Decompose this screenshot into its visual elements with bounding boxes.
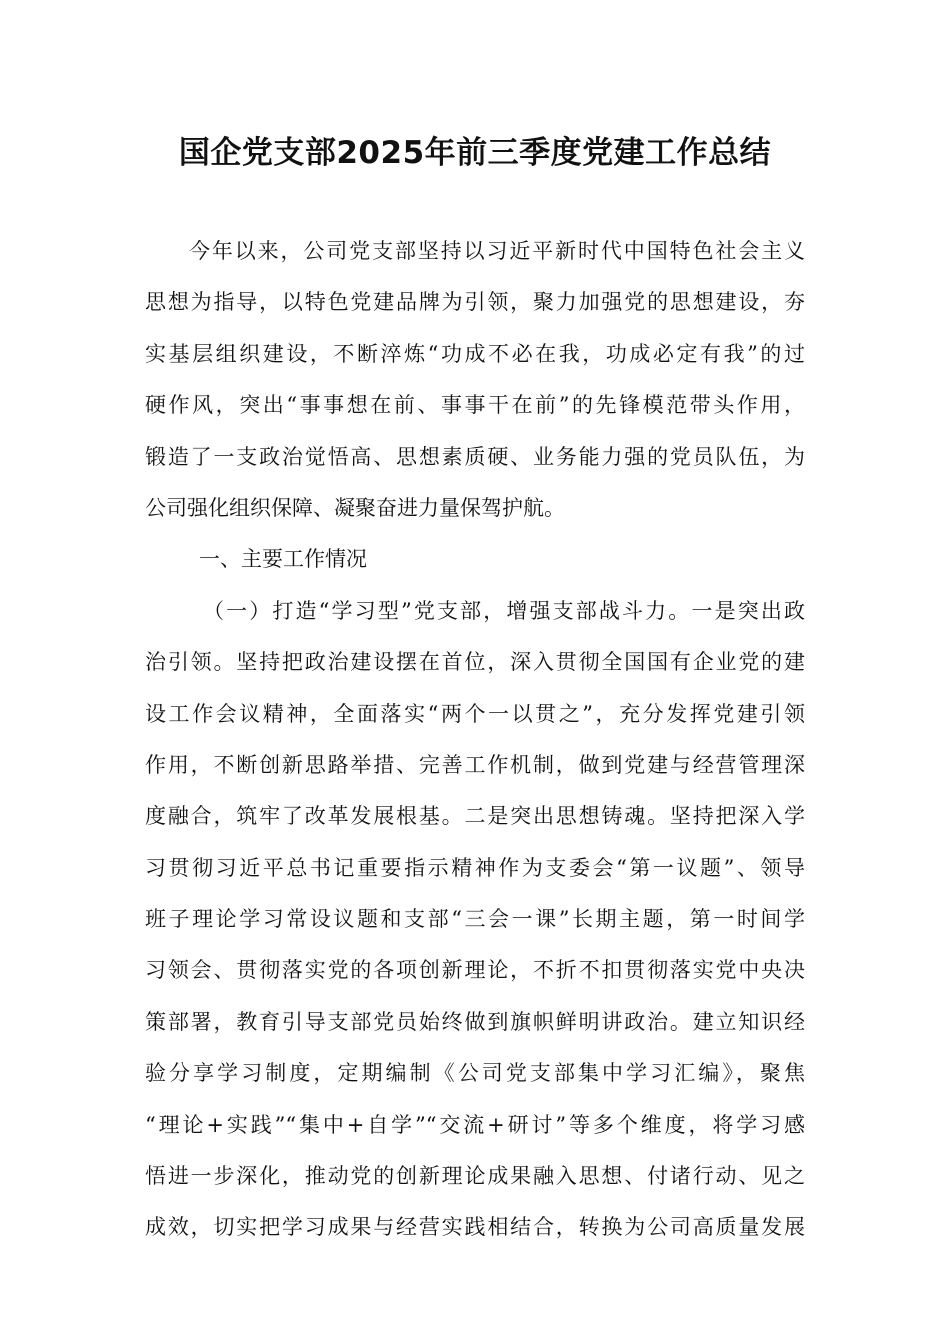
text-line: 班子理论学习常设议题和支部“三会一课”长期主题，第一时间学 <box>145 907 805 932</box>
text-line: 习贯彻习近平总书记重要指示精神作为支委会“第一议题”、领导 <box>145 855 805 880</box>
text-line: 硬作风，突出“事事想在前、事事干在前”的先锋模范带头作用， <box>145 393 805 418</box>
text-line: 成效，切实把学习成果与经营实践相结合，转换为公司高质量发展 <box>145 1215 805 1240</box>
text-line: 习领会、贯彻落实党的各项创新理论，不折不扣贯彻落实党中央决 <box>145 958 805 983</box>
document-body <box>145 232 805 1260</box>
text-line: （一）打造“学习型”党支部，增强支部战斗力。一是突出政 <box>203 598 805 623</box>
text-line: 思想为指导，以特色党建品牌为引领，聚力加强党的思想建设，夯 <box>145 290 805 315</box>
text-line: 设工作会议精神，全面落实“两个一以贯之”，充分发挥党建引领 <box>145 701 805 726</box>
text-line: 公司强化组织保障、凝聚奋进力量保驾护航。 <box>145 495 565 520</box>
text-line: 锻造了一支政治觉悟高、思想素质硬、业务能力强的党员队伍，为 <box>145 444 805 469</box>
text-line: 策部署，教育引导支部党员始终做到旗帜鲜明讲政治。建立知识经 <box>145 1009 805 1034</box>
text-line: “理论+实践”“集中+自学”“交流+研讨”等多个维度，将学习感 <box>145 1112 805 1137</box>
text-line: 实基层组织建设，不断淬炼“功成不必在我，功成必定有我”的过 <box>145 341 805 366</box>
document-title: 国企党支部2025年前三季度党建工作总结 <box>178 135 772 171</box>
text-line: 今年以来，公司党支部坚持以习近平新时代中国特色社会主义 <box>189 239 805 263</box>
text-line: 验分享学习制度，定期编制《公司党支部集中学习汇编》，聚焦 <box>145 1061 805 1086</box>
text-line: 悟进一步深化，推动党的创新理论成果融入思想、付诸行动、见之 <box>145 1164 805 1189</box>
text-line: 度融合，筑牢了改革发展根基。二是突出思想铸魂。坚持把深入学 <box>145 804 805 829</box>
text-line: 作用，不断创新思路举措、完善工作机制，做到党建与经营管理深 <box>145 752 805 777</box>
text-line: 治引领。坚持把政治建设摆在首位，深入贯彻全国国有企业党的建 <box>145 650 805 675</box>
section-heading: 一、主要工作情况 <box>199 547 367 572</box>
